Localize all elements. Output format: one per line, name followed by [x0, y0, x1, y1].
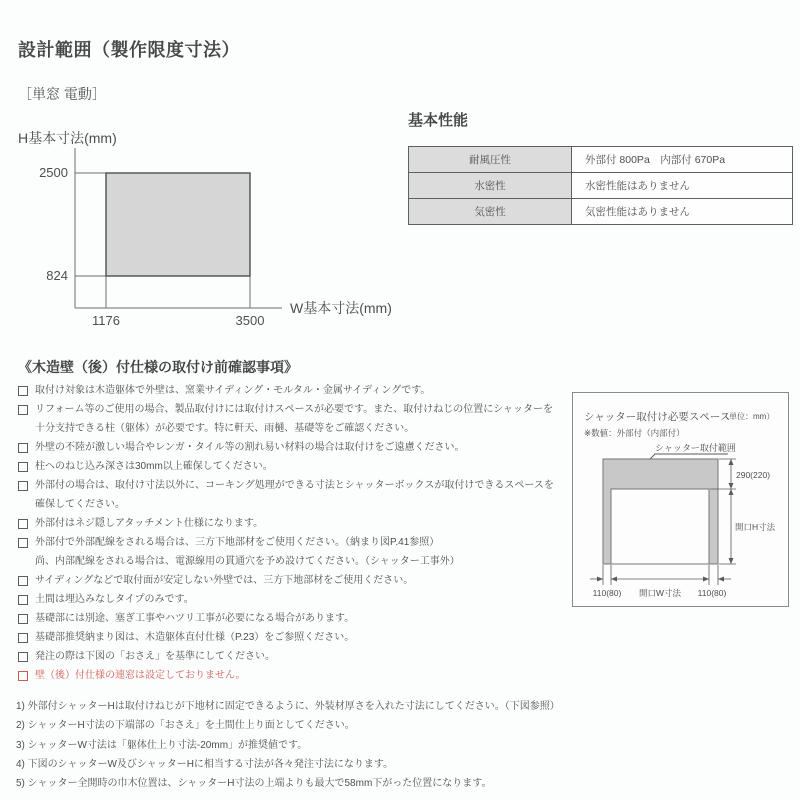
checkbox-icon — [18, 595, 28, 605]
checklist-item-text: 柱へのねじ込み深さは30mm以上確保してください。 — [35, 461, 273, 472]
checklist-item-text: 十分支持できる柱（躯体）が必要です。特に軒天、雨樋、基礎等をご確認ください。 — [35, 423, 415, 434]
checklist-item-text: 外部付で外部配線をされる場合は、三方下地部材をご使用ください。（納まり図P.41参照） — [35, 537, 440, 548]
diagram-unit: （単位：mm） — [721, 412, 775, 421]
dim-top-label: 290(220) — [736, 470, 771, 480]
chart-ytick-max: 2500 — [39, 165, 68, 180]
chart-region-rect — [106, 173, 250, 276]
checklist-item-text: 土間は埋込みなしタイプのみです。 — [35, 594, 194, 605]
checklist-item — [18, 381, 588, 400]
checklist-heading: 《木造壁（後）付仕様の取付け前確認事項》 — [18, 359, 298, 375]
arrowhead-icon — [729, 483, 734, 489]
checklist-item-text: リフォーム等のご使用の場合、製品取付けには取付けスペースが必要です。また、取付けねじの位置にシャッターを — [35, 404, 553, 415]
perf-value-wind: 外部付 800Pa 内部付 670Pa — [572, 147, 793, 173]
checklist-item — [18, 476, 588, 514]
note-line: 5) シャッター全開時の巾木位置は、シャッターH寸法の上端よりも最大で58mm下がった位置になります。 — [16, 778, 492, 790]
chart-xtick-min: 1176 — [92, 313, 120, 328]
checkbox-icon — [18, 519, 28, 529]
checkbox-icon — [18, 671, 28, 681]
performance-heading: 基本性能 — [408, 112, 469, 129]
note-line: 1) 外部付シャッターHは取付けねじが下地材に固定できるように、外装材厚さを入れた寸法にしてください。（下図参照） — [16, 701, 560, 712]
diagram-note: ※数値：外部付（内部付） — [584, 428, 685, 438]
checkbox-icon — [18, 576, 28, 586]
note-line: 3) シャッターW寸法は「躯体仕上り寸法-20mm」が推奨値です。 — [16, 739, 308, 751]
checkbox-icon — [18, 633, 28, 643]
perf-label-water: 水密性 — [409, 173, 572, 199]
table-row — [409, 199, 793, 225]
page-subtitle: ［単窓 電動］ — [18, 86, 106, 102]
checklist-item — [18, 609, 588, 628]
perf-value-air: 気密性能はありません — [572, 199, 793, 225]
note-line: 2) シャッターH寸法の下端部の「おさえ」を土間仕上り面としてください。 — [16, 720, 355, 732]
checklist-item-text: 確保してください。 — [35, 499, 125, 510]
perf-label-wind: 耐風圧性 — [409, 147, 572, 173]
checklist-item-text: 壁（後）付仕様の連窓は設定しておりません。 — [35, 670, 246, 681]
checklist-item-text: 基礎部推奨納まり図は、木造躯体直付仕様（P.23）をご参照ください。 — [35, 632, 355, 643]
checklist-item-text: 外壁の不陸が激しい場合やレンガ・タイル等の割れ易い材料の場合は取付けをご遠慮ください。 — [35, 442, 465, 453]
arrowhead-icon — [597, 577, 603, 582]
checkbox-icon — [18, 481, 28, 491]
checklist-item — [18, 571, 588, 590]
checklist-item — [18, 400, 588, 438]
checklist-item-text: 基礎部には別途、塞ぎ工事やハツリ工事が必要になる場合があります。 — [35, 613, 355, 624]
diagram-range-label: シャッター取付範囲 — [655, 443, 736, 453]
checklist — [18, 381, 588, 685]
dimension-range-chart — [10, 118, 400, 343]
checklist-item — [18, 533, 588, 571]
footnotes — [16, 697, 796, 793]
chart-y-axis-label: H基本寸法(mm) — [18, 130, 117, 146]
checklist-item — [18, 438, 588, 457]
checkbox-icon — [18, 462, 28, 472]
dim-h-label: 開口H寸法 — [735, 522, 776, 532]
checkbox-icon — [18, 405, 28, 415]
dim-w-label: 開口W寸法 — [638, 588, 682, 598]
perf-label-air: 気密性 — [409, 199, 572, 225]
perf-value-water: 水密性能はありません — [572, 173, 793, 199]
arrowhead-icon — [729, 459, 734, 465]
checkbox-icon — [18, 538, 28, 548]
checklist-item-text: サイディングなどで取付面が安定しない外壁では、三方下地部材をご使用ください。 — [35, 575, 414, 586]
checkbox-icon — [18, 386, 28, 396]
checklist-item-text: 外部付はネジ隠しアタッチメント仕様になります。 — [35, 518, 264, 529]
dim-right-label: 110(80) — [697, 588, 727, 598]
arrowhead-icon — [718, 577, 724, 582]
chart-ytick-min: 824 — [46, 268, 68, 283]
table-row — [409, 173, 793, 199]
checklist-item-text: 尚、内部配線をされる場合は、電源線用の貫通穴を予め設けてください。（シャッター工事外） — [35, 556, 460, 567]
mounting-space-drawing — [573, 393, 788, 606]
checklist-item-warning — [18, 666, 588, 685]
arrowhead-icon — [703, 577, 709, 582]
arrowhead-icon — [729, 558, 734, 564]
checklist-item-text: 外部付の場合は、取付け寸法以外に、コーキング処理ができる寸法とシャッターボックスが取付けできるスペースを — [35, 480, 554, 491]
opening-rect — [611, 489, 709, 564]
diagram-title: シャッター取付け必要スペース — [584, 411, 731, 423]
table-row — [409, 147, 793, 173]
note-line: 4) 下図のシャッターW及びシャッターHに相当する寸法が各々発注寸法になります。 — [16, 758, 394, 770]
checklist-item — [18, 590, 588, 609]
checkbox-icon — [18, 652, 28, 662]
chart-x-axis-label: W基本寸法(mm) — [290, 300, 392, 316]
dim-left-label: 110(80) — [592, 588, 622, 598]
checklist-item — [18, 647, 588, 666]
checklist-item — [18, 457, 588, 476]
mounting-space-diagram — [572, 392, 789, 607]
checklist-item — [18, 628, 588, 647]
chart-xtick-max: 3500 — [235, 313, 265, 328]
arrowhead-icon — [611, 577, 617, 582]
checkbox-icon — [18, 614, 28, 624]
arrowhead-icon — [729, 489, 734, 495]
checklist-item — [18, 514, 588, 533]
page-title: 設計範囲（製作限度寸法） — [18, 40, 240, 60]
performance-table — [408, 146, 793, 225]
checklist-item-text: 取付け対象は木造躯体で外壁は、窯業サイディング・モルタル・金属サイディングです。 — [35, 385, 431, 396]
checklist-item-text: 発注の際は下図の「おさえ」を基準にしてください。 — [35, 651, 275, 662]
checkbox-icon — [18, 443, 28, 453]
